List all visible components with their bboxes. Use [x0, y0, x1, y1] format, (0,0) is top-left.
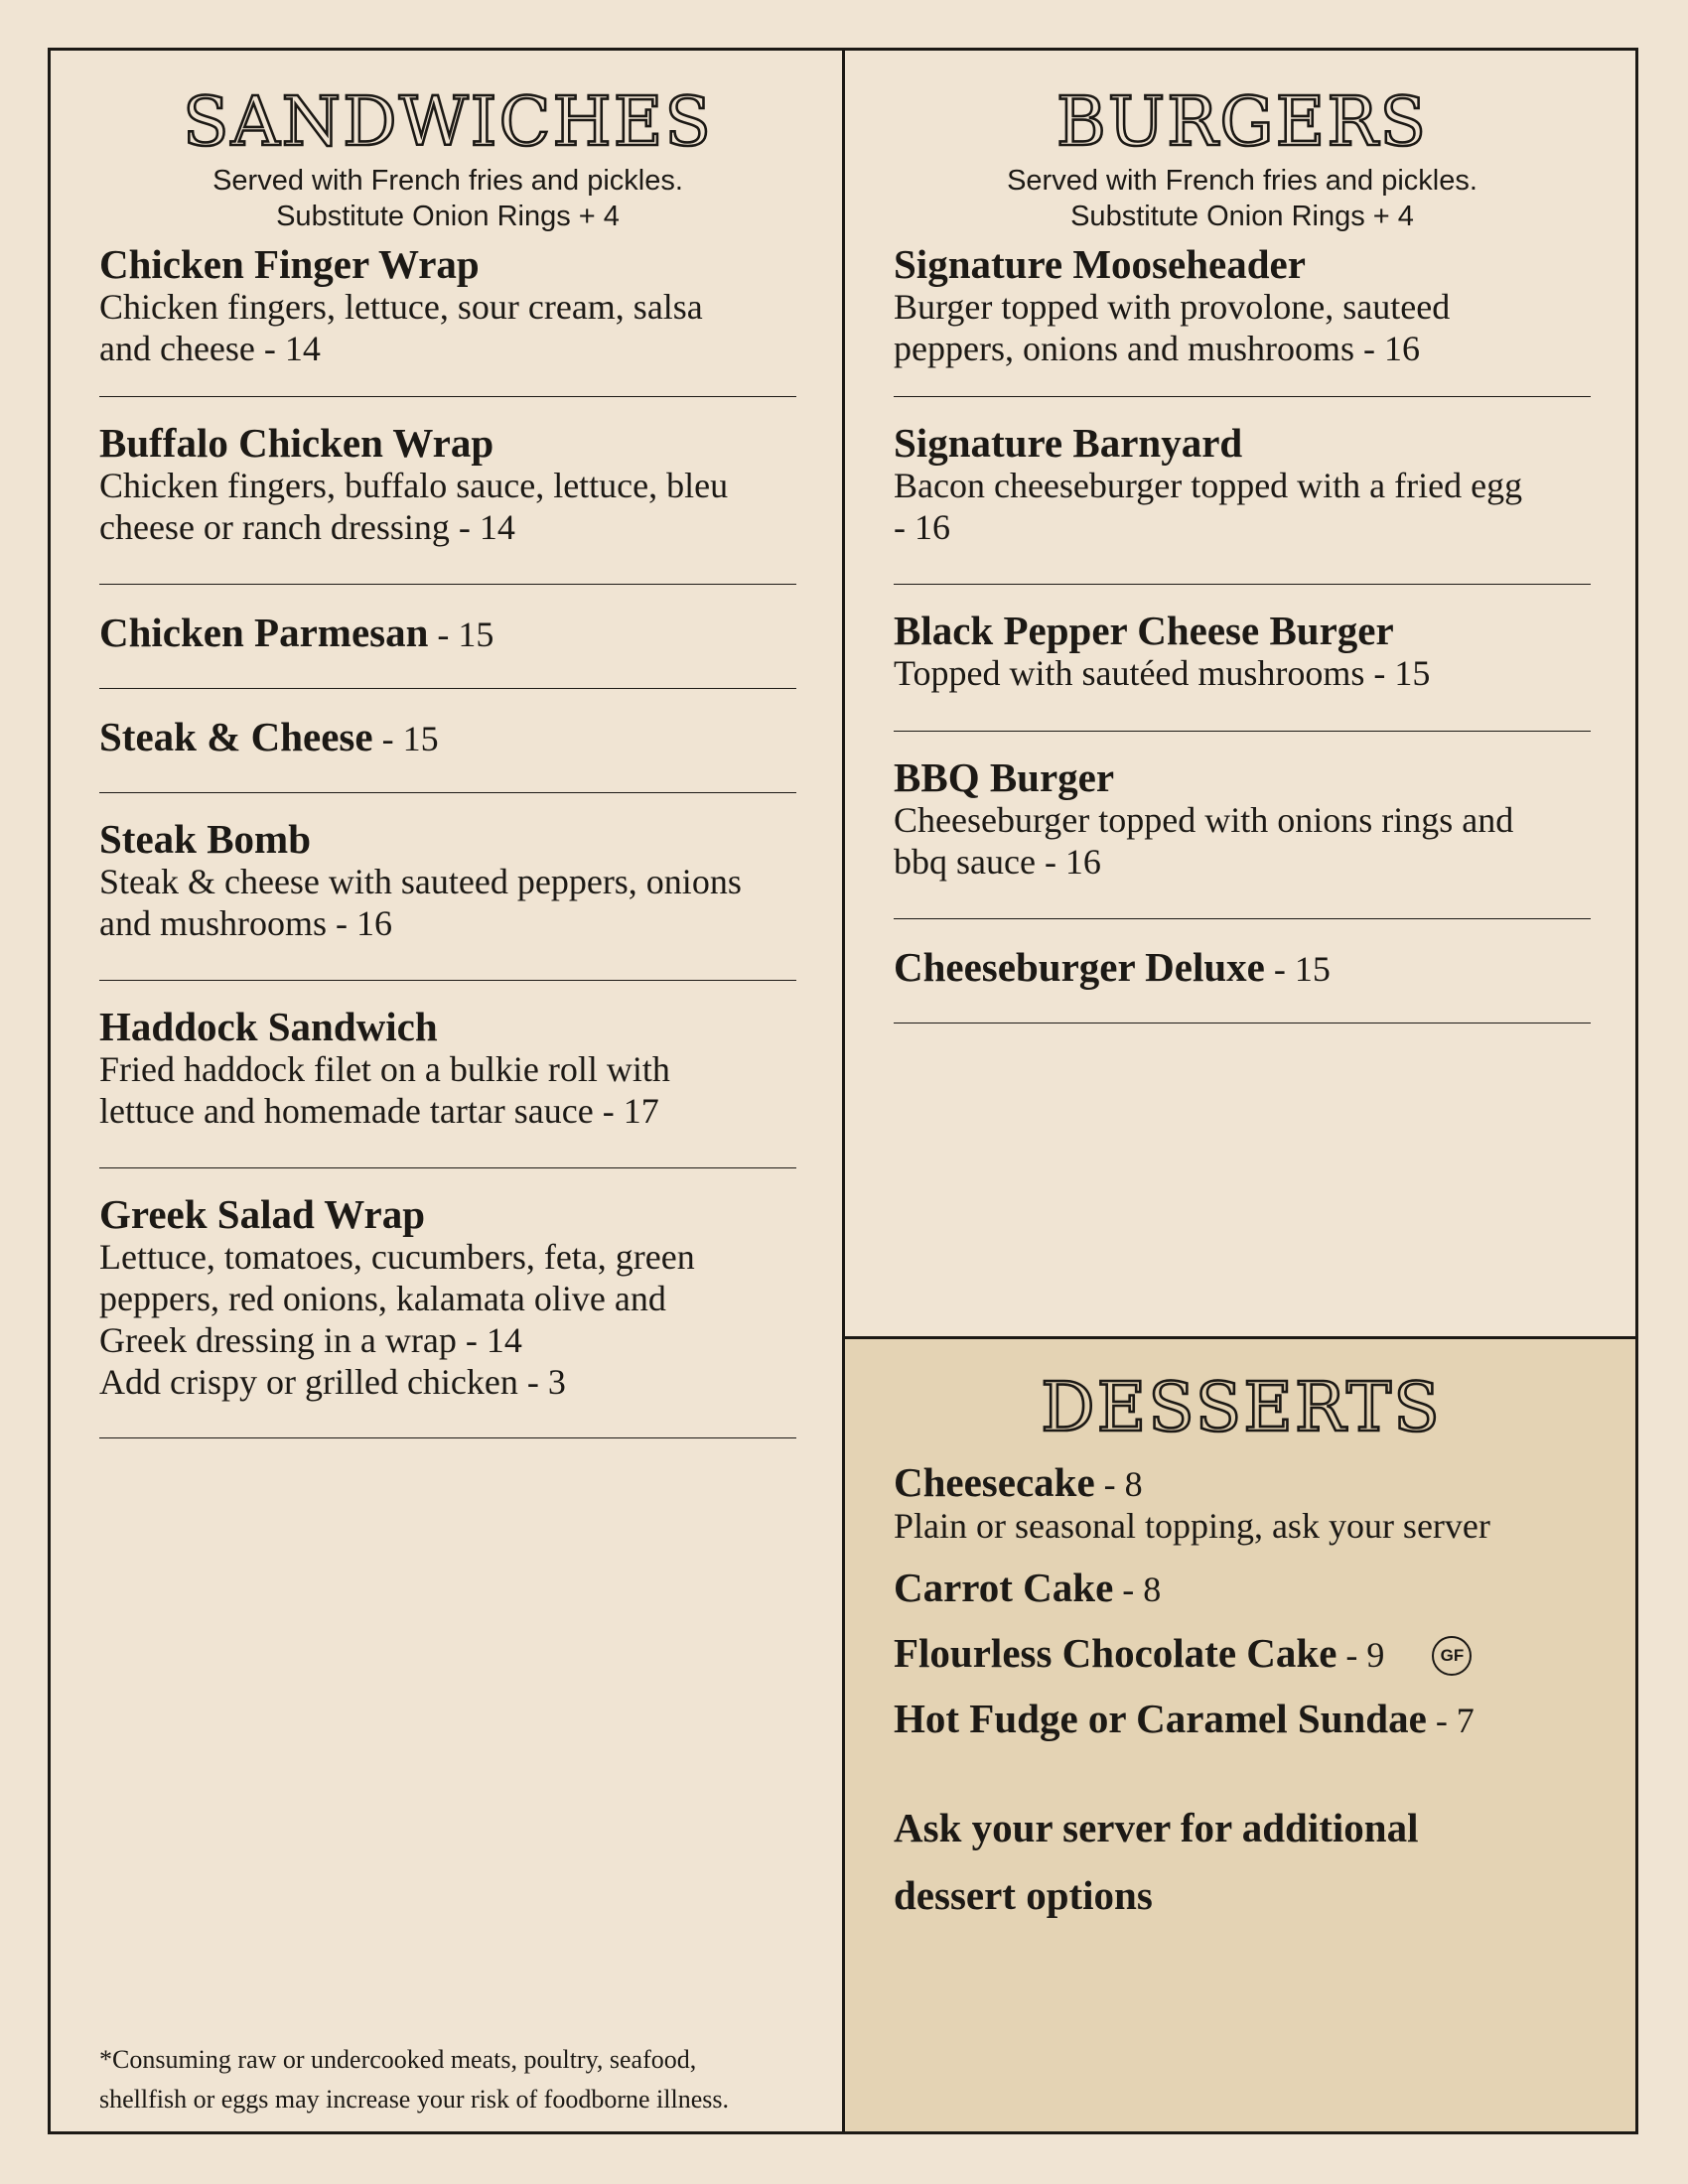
menu-item-greek-salad-wrap [99, 1168, 796, 1438]
dessert-name: Flourless Chocolate Cake [894, 1630, 1337, 1676]
item-desc-line: peppers, onions and mushrooms - 16 [894, 329, 1420, 368]
item-name [894, 945, 1591, 991]
dessert-price: - 8 [1094, 1464, 1143, 1504]
dessert-item-carrot-cake [894, 1566, 1589, 1611]
item-desc-line: - 16 [894, 507, 950, 547]
menu-item-signature-barnyard [894, 397, 1591, 585]
dessert-price: - 7 [1426, 1701, 1475, 1740]
disclaimer-line-2: shellfish or eggs may increase your risk of foodborne illness. [99, 2085, 729, 2114]
menu-item-steak-bomb [99, 793, 796, 981]
item-desc-line: lettuce and homemade tartar sauce - 17 [99, 1091, 659, 1131]
gluten-free-icon: GF [1432, 1636, 1472, 1676]
desserts-title: DESSERTS [1041, 1369, 1442, 1447]
menu-item-black-pepper-cheese-burger [894, 585, 1591, 732]
food-safety-disclaimer [99, 2040, 814, 2119]
item-desc-line: Greek dressing in a wrap - 14 [99, 1320, 522, 1360]
sandwiches-sub-line-1: Served with French fries and pickles. [212, 165, 683, 197]
dessert-item-flourless-chocolate-cake [894, 1631, 1589, 1677]
item-name: Buffalo Chicken Wrap [99, 420, 494, 466]
dessert-item-sundae [894, 1697, 1589, 1742]
item-name-text: Steak & Cheese [99, 714, 373, 759]
item-desc-line: cheese or ranch dressing - 14 [99, 507, 515, 547]
dessert-item-cheesecake [894, 1460, 1589, 1546]
item-desc-line: Topped with sautéed mushrooms - 15 [894, 653, 1431, 693]
sandwiches-title: SANDWICHES [182, 83, 714, 162]
item-name [99, 611, 796, 656]
burgers-section [894, 83, 1591, 1024]
sandwiches-subtitle [99, 163, 796, 234]
burgers-sub-line-1: Served with French fries and pickles. [1007, 165, 1477, 197]
item-desc-line: and cheese - 14 [99, 329, 321, 368]
menu-item-bbq-burger [894, 732, 1591, 919]
dessert-price: - 9 [1336, 1635, 1385, 1675]
dessert-price: - 8 [1113, 1570, 1162, 1609]
item-desc-line: Chicken fingers, buffalo sauce, lettuce, bleu [99, 466, 729, 505]
dessert-name: Hot Fudge or Caramel Sundae [894, 1696, 1427, 1741]
disclaimer-line-1: *Consuming raw or undercooked meats, poultry, seafood, [99, 2045, 697, 2074]
item-name: Signature Mooseheader [894, 241, 1306, 287]
item-desc-line: Bacon cheeseburger topped with a fried egg [894, 466, 1523, 505]
dessert-note-line-2: dessert options [894, 1872, 1153, 1918]
dessert-note-line-1: Ask your server for additional [894, 1805, 1419, 1850]
item-name: Black Pepper Cheese Burger [894, 608, 1394, 653]
dessert-note [894, 1794, 1509, 1929]
menu-item-signature-mooseheader [894, 234, 1591, 397]
item-desc-line: bbq sauce - 16 [894, 842, 1101, 882]
menu-item-haddock-sandwich [99, 981, 796, 1168]
menu-item-cheeseburger-deluxe [894, 919, 1591, 1024]
item-desc-line: Cheeseburger topped with onions rings and [894, 800, 1514, 840]
sandwiches-section [99, 83, 796, 1438]
item-name: Signature Barnyard [894, 420, 1243, 466]
item-name [99, 715, 796, 760]
item-name: Steak Bomb [99, 816, 312, 862]
item-name-text: Cheeseburger Deluxe [894, 944, 1265, 990]
item-desc-line: Fried haddock filet on a bulkie roll with [99, 1049, 670, 1089]
item-price: - 15 [1264, 949, 1331, 989]
item-name: BBQ Burger [894, 754, 1115, 800]
dessert-name: Carrot Cake [894, 1565, 1114, 1610]
item-price: - 15 [372, 719, 439, 758]
sandwiches-sub-line-2: Substitute Onion Rings + 4 [276, 201, 620, 232]
dessert-desc: Plain or seasonal topping, ask your server [894, 1506, 1490, 1546]
burgers-sub-line-2: Substitute Onion Rings + 4 [1070, 201, 1414, 232]
item-desc-line: Burger topped with provolone, sauteed [894, 287, 1451, 327]
item-desc-line: Steak & cheese with sauteed peppers, onions [99, 862, 742, 901]
item-name: Greek Salad Wrap [99, 1191, 426, 1237]
menu-item-chicken-finger-wrap [99, 234, 796, 397]
item-name-text: Chicken Parmesan [99, 610, 429, 655]
menu-item-chicken-parmesan [99, 585, 796, 689]
dessert-name: Cheesecake [894, 1459, 1095, 1505]
item-desc-line: Add crispy or grilled chicken - 3 [99, 1362, 566, 1402]
desserts-section [894, 1369, 1589, 1929]
item-name: Haddock Sandwich [99, 1004, 438, 1049]
item-desc-line: Chicken fingers, lettuce, sour cream, salsa [99, 287, 703, 327]
item-desc-line: and mushrooms - 16 [99, 903, 392, 943]
item-price: - 15 [428, 614, 494, 654]
item-desc-line: peppers, red onions, kalamata olive and [99, 1279, 666, 1318]
menu-item-buffalo-chicken-wrap [99, 397, 796, 585]
item-desc-line: Lettuce, tomatoes, cucumbers, feta, green [99, 1237, 695, 1277]
burgers-title: BURGERS [1055, 83, 1429, 162]
item-name: Chicken Finger Wrap [99, 241, 480, 287]
burgers-subtitle [894, 163, 1591, 234]
menu-item-steak-cheese [99, 689, 796, 793]
